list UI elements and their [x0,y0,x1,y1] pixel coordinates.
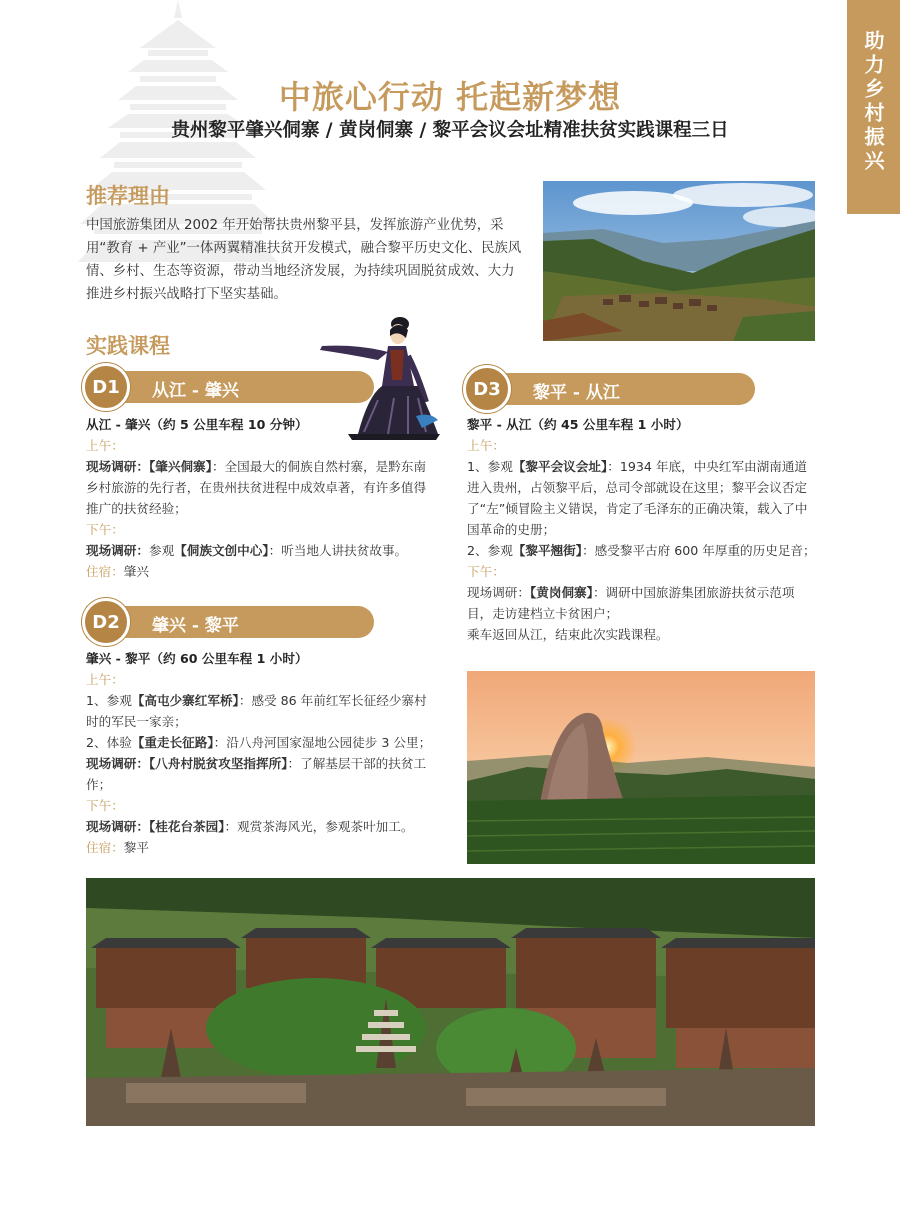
day3-morning-label: 上午： [467,438,505,453]
day1-afternoon-label: 下午： [86,522,124,537]
day2-item-2: 2、体验【重走长征路】：沿八舟河国家湿地公园徒步 3 公里； [86,735,432,750]
day2-stay: 住宿：黎平 [86,840,149,855]
day1-title: 从江 - 肇兴 [152,381,239,401]
recommend-heading: 推荐理由 [86,183,170,208]
day3-afternoon-item: 现场调研：【黄岗侗寨】：调研中国旅游集团旅游扶贫示范项目，走访建档立卡贫困户； [467,585,795,621]
day1-content [86,414,438,582]
day1-morning-item: 现场调研：【肇兴侗寨】：全国最大的侗族自然村寨，是黔东南乡村旅游的先行者，在贵州扶贫进程中成效卓著，有许多值得推广的扶贫经验； [86,459,427,516]
day2-title: 肇兴 - 黎平 [152,616,239,636]
day3-final: 乘车返回从江，结束此次实践课程。 [467,627,669,642]
day3-bar [467,373,755,405]
day2-bar [86,606,374,638]
day3-content [467,414,817,645]
recommend-text: 中国旅游集团从 2002 年开始帮扶贵州黎平县，发挥旅游产业优势，采用“教育 + 产业”一体两翼精准扶贫开发模式，融合黎平历史文化、民族风情、乡村、生态等资源，带动当地经济发展，为持续巩固脱贫成效、大力推进乡村振兴战略打下坚实基础。 [86,218,522,302]
day1-morning-label: 上午： [86,438,124,453]
day1-afternoon-item: 现场调研：参观【侗族文创中心】：听当地人讲扶贫故事。 [86,543,408,558]
day2-afternoon-label: 下午： [86,798,124,813]
day3-item-1: 1、参观【黎平会议会址】：1934 年底，中央红军由湖南通道进入贵州，占领黎平后，总司令部就设在这里；黎平会议否定了“左”倾冒险主义错误，肯定了毛泽东的正确决策，载入了中国革命的史册； [467,459,808,537]
dong-village-panorama [86,878,815,1126]
day1-route: 从江 - 肇兴（约 5 公里车程 10 分钟） [86,417,308,432]
day3-afternoon-label: 下午： [467,564,505,579]
day2-badge: D2 [82,598,130,646]
day3-badge: D3 [463,365,511,413]
day2-route: 肇兴 - 黎平（约 60 公里车程 1 小时） [86,651,308,666]
sunset-monument-photo [467,671,815,864]
day3-item-2: 2、参观【黎平翘街】：感受黎平古府 600 年厚重的历史足音； [467,543,816,558]
side-tab-label: 助力乡村振兴 [861,30,885,174]
day2-afternoon-item: 现场调研：【桂花台茶园】：观赏茶海风光，参观茶叶加工。 [86,819,414,834]
day2-item-1: 1、参观【高屯少寨红军桥】：感受 86 年前红军长征经少寨村时的军民一家亲； [86,693,427,729]
valley-village-photo [543,181,815,341]
day1-bar [86,371,374,403]
course-heading: 实践课程 [86,333,170,358]
day2-content [86,648,438,858]
day3-route: 黎平 - 从江（约 45 公里车程 1 小时） [467,417,689,432]
day1-badge: D1 [82,363,130,411]
day2-morning-label: 上午： [86,672,124,687]
page-subtitle: 贵州黎平肇兴侗寨 / 黄岗侗寨 / 黎平会议会址精准扶贫实践课程三日 [171,120,729,141]
day2-item-3: 现场调研：【八舟村脱贫攻坚指挥所】：了解基层干部的扶贫工作； [86,756,427,792]
page-title: 中旅心行动 托起新梦想 [278,78,622,116]
day3-title: 黎平 - 从江 [533,383,620,403]
day1-stay: 住宿：肇兴 [86,564,149,579]
